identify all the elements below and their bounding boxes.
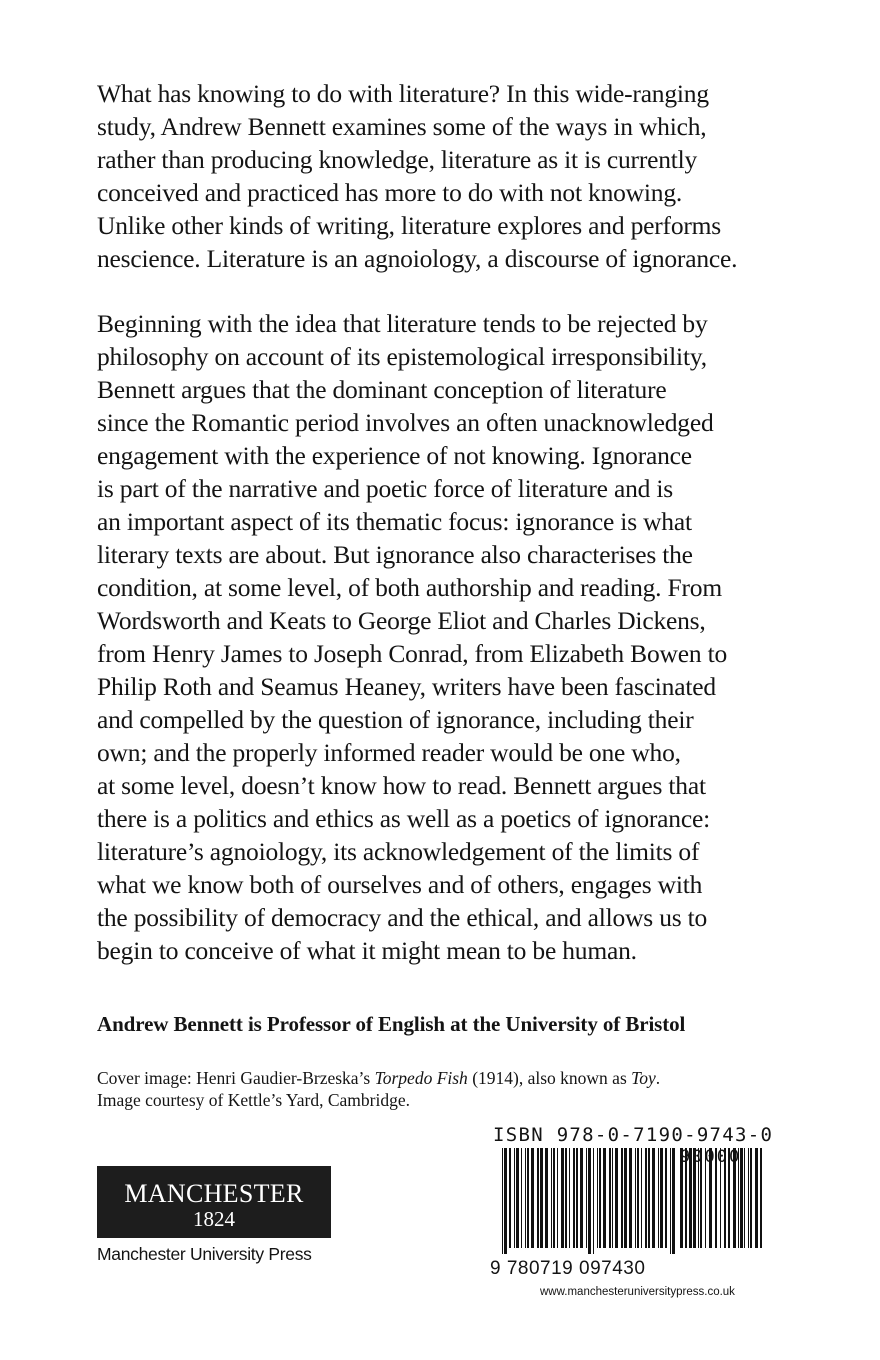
- barcode-bar: [685, 1148, 687, 1248]
- barcode-bar: [557, 1148, 558, 1248]
- barcode-bar: [733, 1148, 736, 1248]
- barcode-bar: [586, 1148, 587, 1248]
- barcode-bar: [760, 1148, 762, 1248]
- barcode-bar: [700, 1148, 702, 1248]
- barcode-bar: [670, 1148, 671, 1254]
- logo-wordmark: MANCHESTER: [124, 1179, 304, 1208]
- barcode-bar: [531, 1148, 534, 1248]
- barcode-bar: [724, 1148, 726, 1248]
- barcode-bar: [509, 1148, 511, 1248]
- barcode-bar: [705, 1148, 706, 1248]
- barcode: [490, 1148, 766, 1254]
- cover-credit-line-1: [97, 1067, 797, 1089]
- barcode-bar: [665, 1148, 667, 1248]
- barcode-bar: [641, 1148, 642, 1248]
- barcode-bar: [580, 1148, 583, 1248]
- barcode-bar: [553, 1148, 555, 1248]
- cover-credit-prefix: Cover image: Henri Gaudier-Brzeska’s: [97, 1068, 375, 1088]
- barcode-bar: [709, 1148, 712, 1248]
- barcode-bar: [637, 1148, 639, 1248]
- barcode-bar: [576, 1148, 578, 1248]
- barcode-bar: [502, 1148, 503, 1254]
- cover-credit-line-2: Image courtesy of Kettle’s Yard, Cambridge.: [97, 1090, 410, 1110]
- barcode-bar: [603, 1148, 606, 1248]
- barcode-digits: 9 780719 097430: [490, 1258, 646, 1279]
- isbn-label: ISBN 978-0-7190-9743-0: [493, 1124, 774, 1146]
- barcode-bar: [744, 1148, 745, 1248]
- barcode-bar: [635, 1148, 636, 1248]
- barcode-bar: [672, 1148, 675, 1254]
- barcode-bar: [597, 1148, 598, 1248]
- barcode-bar: [738, 1148, 739, 1248]
- barcode-bar: [755, 1148, 758, 1248]
- barcode-bar: [551, 1148, 552, 1248]
- barcode-bar: [624, 1148, 627, 1248]
- barcode-bar: [658, 1148, 659, 1248]
- barcode-bar: [504, 1148, 507, 1254]
- barcode-bar: [527, 1148, 529, 1248]
- cover-credit-work-title: Torpedo Fish: [374, 1068, 468, 1088]
- cover-credit-middle: (1914), also known as: [467, 1068, 632, 1088]
- barcode-bar: [612, 1148, 613, 1248]
- blurb: [97, 77, 797, 967]
- cover-credit: [97, 1067, 797, 1111]
- barcode-bar: [545, 1148, 548, 1248]
- barcode-bar: [525, 1148, 526, 1248]
- barcode-bar: [609, 1148, 611, 1248]
- barcode-bar: [516, 1148, 519, 1248]
- barcode-bar: [748, 1148, 749, 1248]
- barcode-bar: [514, 1148, 515, 1248]
- barcode-bar: [629, 1148, 632, 1248]
- publisher-url: www.manchesteruniversitypress.co.uk: [540, 1286, 735, 1298]
- barcode-bar: [588, 1148, 591, 1254]
- barcode-bar: [599, 1148, 601, 1248]
- barcode-bar: [645, 1148, 647, 1248]
- barcode-bar: [698, 1148, 699, 1248]
- barcode-bar: [565, 1148, 567, 1248]
- barcode-bar: [660, 1148, 663, 1248]
- barcode-bar: [720, 1148, 721, 1248]
- barcode-bar: [540, 1148, 543, 1248]
- publisher-name: Manchester University Press: [97, 1244, 312, 1264]
- barcode-bar: [593, 1148, 594, 1254]
- logo-year: 1824: [193, 1207, 235, 1231]
- barcode-bar: [693, 1148, 696, 1248]
- barcode-bar: [537, 1148, 539, 1248]
- publisher-logo: [97, 1166, 331, 1238]
- barcode-bar: [573, 1148, 575, 1248]
- barcode-bar: [750, 1148, 752, 1248]
- barcode-bar: [715, 1148, 717, 1248]
- blurb-paragraph-1: What has knowing to do with literature? In this wide-ranging study, Andrew Bennett examines some of the ways in which, rather than producing knowledge, literature as it is currently conceived and practiced has more to do with not knowing. Unlike other kinds of writing, literature explores and performs nescience. Literature is an agnoiology, a discourse of ignorance.: [97, 79, 738, 273]
- barcode-bar: [615, 1148, 618, 1248]
- author-bio: Andrew Bennett is Professor of English at the University of Bristol: [97, 1012, 686, 1036]
- barcode-bar: [561, 1148, 564, 1248]
- cover-credit-alt-title: Toy: [631, 1068, 656, 1088]
- barcode-bar: [521, 1148, 522, 1248]
- barcode-bar: [569, 1148, 570, 1248]
- cover-credit-suffix: .: [655, 1068, 661, 1088]
- blurb-paragraph-2: Beginning with the idea that literature tends to be rejected by philosophy on account of its epistemological irresponsibility, Bennett argues that the dominant conception of literature since the Romantic period involves an often unacknowledged engagement with the experience of not knowing. Ignorance is part of the narrative and poetic force of literature and is an important aspect of its thematic focus: ignorance is what literary texts are about. But ignorance also characterises the condition, at some level, of both authorship and reading. From Wordsworth and Keats to George Eliot and Charles Dickens, from Henry James to Joseph Conrad, from Elizabeth Bowen to Philip Roth and Seamus Heaney, writers have been fascinated and compelled by the question of ignorance, including their own; and the properly informed reader would be one who, at some level, doesn’t know how to read. Bennett argues that there is a politics and ethics as well as a poetics of ignorance: literature’s agnoiology, its acknowledgement of the limits of what we know both of ourselves and of others, engages with the possibility of democracy and the ethical, and allows us to begin to conceive of what it might mean to be human.: [97, 309, 728, 965]
- barcode-bar: [728, 1148, 730, 1248]
- barcode-bar: [680, 1148, 683, 1248]
- barcode-bar: [740, 1148, 743, 1248]
- barcode-bar: [652, 1148, 655, 1248]
- barcode-bar: [689, 1148, 692, 1248]
- barcode-bar: [621, 1148, 623, 1248]
- barcode-bar: [648, 1148, 650, 1248]
